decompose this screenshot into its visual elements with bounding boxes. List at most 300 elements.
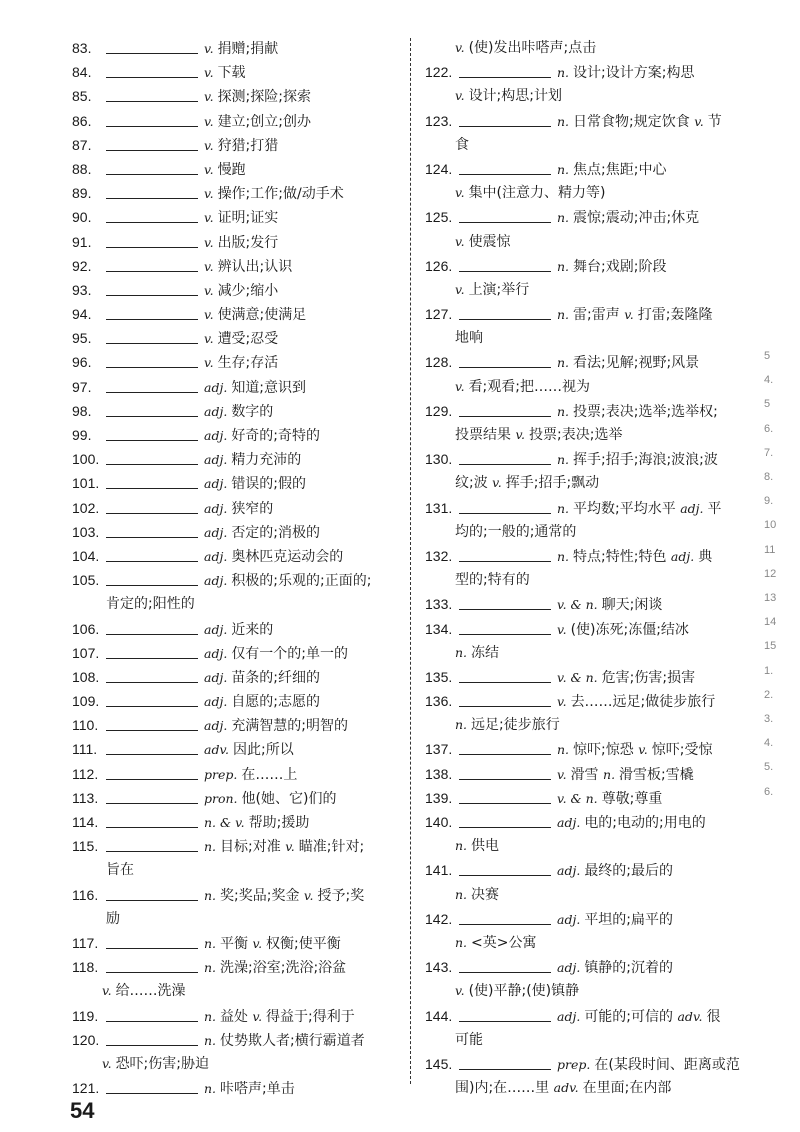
part-of-speech: v. bbox=[204, 355, 214, 371]
continuation-text: 上演;举行 bbox=[468, 281, 530, 298]
entry-meaning: 辨认出;认识 bbox=[217, 258, 293, 275]
entry-number: 119. bbox=[72, 1007, 99, 1024]
answer-blank[interactable] bbox=[106, 63, 198, 78]
answer-blank[interactable] bbox=[106, 620, 198, 635]
part-of-speech: v. bbox=[557, 621, 567, 637]
part-of-speech-secondary: adv. bbox=[677, 1008, 703, 1024]
part-of-speech: adj. bbox=[204, 403, 228, 419]
entry-meaning: 生存;存活 bbox=[217, 355, 279, 372]
part-of-speech: n. bbox=[557, 210, 570, 226]
entry-meaning: 探测;探险;探索 bbox=[217, 89, 311, 106]
answer-blank[interactable] bbox=[459, 813, 551, 828]
part-of-speech-secondary: v. bbox=[624, 307, 634, 323]
answer-blank[interactable] bbox=[459, 692, 551, 707]
part-of-speech: n. bbox=[204, 935, 217, 951]
part-of-speech-secondary: v. bbox=[694, 113, 704, 129]
edge-mark: 5 bbox=[764, 350, 771, 362]
entry-meaning: 挥手;招手;海浪;波浪;波 bbox=[573, 452, 718, 469]
entry-number: 131. bbox=[425, 499, 453, 516]
answer-blank[interactable] bbox=[459, 112, 551, 127]
entry-meaning: 自愿的;志愿的 bbox=[231, 694, 321, 711]
vocab-entry bbox=[425, 157, 745, 181]
vocab-entry bbox=[425, 109, 745, 133]
entry-continuation bbox=[425, 568, 745, 592]
entry-meaning: 危害;伤害;损害 bbox=[601, 669, 696, 686]
part-of-speech: adj. bbox=[204, 645, 228, 661]
part-of-speech: v. bbox=[102, 1055, 112, 1071]
vocab-entry bbox=[72, 689, 402, 713]
part-of-speech: adj. bbox=[557, 863, 581, 879]
entry-meaning: 益处 bbox=[220, 1008, 249, 1025]
entry-number: 97. bbox=[72, 378, 92, 395]
entry-meaning: 近来的 bbox=[231, 621, 274, 638]
answer-blank[interactable] bbox=[459, 620, 551, 635]
entry-meaning: 滑雪 bbox=[570, 766, 599, 783]
part-of-speech-secondary: v. bbox=[252, 935, 263, 951]
vocab-entry bbox=[425, 60, 745, 84]
edge-mark: 3. bbox=[764, 713, 774, 725]
answer-blank[interactable] bbox=[106, 523, 198, 538]
vocab-entry bbox=[425, 350, 745, 374]
entry-number: 145. bbox=[425, 1055, 453, 1072]
answer-blank[interactable] bbox=[106, 692, 198, 707]
part-of-speech: n. bbox=[557, 742, 570, 758]
entry-number: 120. bbox=[72, 1031, 100, 1048]
entry-meaning: 平均数;平均水平 bbox=[573, 500, 676, 517]
answer-blank[interactable] bbox=[106, 402, 198, 417]
vocab-entry bbox=[72, 350, 402, 374]
vocab-entry bbox=[72, 737, 402, 761]
vocab-entry bbox=[72, 520, 402, 544]
entry-number: 92. bbox=[72, 257, 92, 274]
entry-continuation bbox=[425, 471, 745, 495]
part-of-speech: v. & n. bbox=[557, 790, 598, 806]
vocab-entry bbox=[425, 907, 745, 931]
entry-number: 98. bbox=[72, 402, 92, 419]
answer-blank[interactable] bbox=[459, 740, 551, 755]
answer-blank[interactable] bbox=[106, 329, 198, 344]
entry-number: 140. bbox=[425, 814, 453, 830]
answer-blank[interactable] bbox=[106, 958, 198, 973]
part-of-speech: adj. bbox=[204, 548, 228, 564]
entry-meaning: 投票;表决;选举;选举权; bbox=[573, 403, 718, 420]
edge-mark: 10 bbox=[764, 519, 777, 532]
entry-number: 86. bbox=[72, 112, 92, 129]
continuation-text: 旨在 bbox=[106, 862, 134, 879]
entry-continuation bbox=[425, 230, 745, 254]
continuation-text-secondary: 在里面;在内部 bbox=[582, 1080, 672, 1097]
entry-number: 83. bbox=[72, 40, 92, 56]
part-of-speech: v. bbox=[204, 161, 214, 177]
entry-number: 129. bbox=[425, 402, 453, 419]
answer-blank[interactable] bbox=[106, 233, 198, 248]
answer-blank[interactable] bbox=[106, 886, 198, 901]
part-of-speech: adj. bbox=[204, 379, 228, 395]
part-of-speech-secondary: adj. bbox=[680, 500, 704, 516]
entry-number: 143. bbox=[425, 959, 453, 976]
vocab-entry bbox=[425, 762, 745, 786]
part-of-speech: v. bbox=[455, 281, 465, 297]
vocab-entry bbox=[72, 399, 402, 423]
answer-blank[interactable] bbox=[459, 499, 551, 514]
entry-meaning: 狩猎;打猎 bbox=[217, 137, 279, 154]
vocab-entry bbox=[72, 1076, 402, 1100]
entry-meaning-secondary: 瞄准;针对; bbox=[298, 839, 365, 856]
edge-mark: 4. bbox=[764, 374, 774, 387]
entry-number: 105. bbox=[72, 572, 100, 589]
part-of-speech: n. bbox=[557, 161, 570, 177]
part-of-speech: pron. bbox=[204, 790, 238, 806]
entry-number: 84. bbox=[72, 64, 92, 81]
entry-meaning: 最终的;最后的 bbox=[584, 863, 674, 880]
continuation-text: 看;观看;把……视为 bbox=[468, 378, 590, 395]
entry-meaning-secondary: 很 bbox=[706, 1008, 721, 1025]
entry-meaning: 去……远足;做徒步旅行 bbox=[570, 694, 716, 711]
part-of-speech: n. bbox=[455, 838, 468, 854]
entry-continuation bbox=[425, 713, 745, 737]
part-of-speech: adj. bbox=[204, 718, 228, 734]
edge-mark: 8. bbox=[764, 471, 774, 483]
entry-number: 93. bbox=[72, 281, 92, 298]
part-of-speech: n. bbox=[557, 355, 570, 371]
part-of-speech: n. bbox=[557, 403, 570, 419]
edge-mark: 2. bbox=[764, 688, 774, 701]
entry-meaning-secondary: 惊吓;受惊 bbox=[651, 742, 713, 759]
entry-meaning: 数字的 bbox=[231, 403, 274, 420]
entry-meaning: 积极的;乐观的;正面的; bbox=[231, 573, 372, 590]
edge-mark: 6. bbox=[764, 785, 774, 798]
entry-number: 136. bbox=[425, 693, 453, 710]
entry-number: 89. bbox=[72, 185, 92, 202]
answer-blank[interactable] bbox=[106, 160, 198, 175]
entry-meaning: 在(某段时间、距离或范 bbox=[594, 1056, 740, 1073]
part-of-speech: n. bbox=[557, 500, 570, 516]
entry-number: 103. bbox=[72, 523, 100, 540]
answer-blank[interactable] bbox=[459, 208, 551, 223]
entry-meaning: 设计;设计方案;构思 bbox=[573, 65, 695, 82]
entry-number: 111. bbox=[72, 741, 98, 758]
answer-blank[interactable] bbox=[106, 87, 198, 102]
entry-number: 101. bbox=[72, 475, 100, 492]
page-number: 54 bbox=[70, 1098, 95, 1123]
entry-number: 102. bbox=[72, 499, 100, 516]
continuation-text: 均的;一般的;通常的 bbox=[455, 523, 577, 540]
continuation-text: 地响 bbox=[455, 330, 483, 347]
vocab-entry bbox=[72, 60, 402, 84]
entry-meaning: 使满意;使满足 bbox=[217, 307, 307, 324]
entry-continuation bbox=[72, 592, 402, 616]
vocab-entry bbox=[72, 883, 402, 907]
continuation-text: 纹;波 bbox=[455, 475, 488, 492]
answer-blank[interactable] bbox=[106, 39, 198, 54]
part-of-speech: v. & n. bbox=[557, 597, 598, 613]
answer-blank[interactable] bbox=[459, 861, 551, 876]
entry-continuation bbox=[425, 520, 745, 544]
part-of-speech: adj. bbox=[557, 1008, 581, 1024]
entry-number: 99. bbox=[72, 427, 92, 443]
answer-blank[interactable] bbox=[106, 426, 198, 441]
answer-blank[interactable] bbox=[106, 353, 198, 368]
part-of-speech: prep. bbox=[557, 1056, 591, 1072]
part-of-speech-secondary: v. bbox=[303, 887, 314, 903]
part-of-speech: adj. bbox=[204, 669, 228, 685]
entry-number: 137. bbox=[425, 741, 453, 758]
entry-number: 100. bbox=[72, 451, 100, 468]
answer-blank[interactable] bbox=[106, 112, 198, 127]
part-of-speech: v. bbox=[204, 234, 214, 250]
part-of-speech: n. bbox=[204, 1008, 217, 1024]
answer-blank[interactable] bbox=[106, 765, 198, 780]
answer-blank[interactable] bbox=[106, 257, 198, 272]
answer-blank[interactable] bbox=[459, 160, 551, 175]
answer-blank[interactable] bbox=[106, 1031, 198, 1046]
entry-continuation bbox=[425, 278, 745, 302]
entry-meaning: 他(她、它)们的 bbox=[241, 790, 337, 807]
vocab-entry bbox=[425, 665, 745, 689]
answer-blank[interactable] bbox=[106, 571, 198, 586]
vocab-entry bbox=[72, 544, 402, 568]
part-of-speech: adj. bbox=[204, 524, 228, 540]
continuation-text: 围)内;在……里 bbox=[455, 1080, 550, 1097]
entry-meaning: 慢跑 bbox=[217, 161, 246, 178]
entry-meaning: 焦点;焦距;中心 bbox=[573, 161, 667, 178]
part-of-speech: n. bbox=[557, 258, 570, 274]
part-of-speech-secondary: v. bbox=[638, 742, 648, 758]
part-of-speech: adv. bbox=[204, 742, 230, 758]
entry-meaning: 看法;见解;视野;风景 bbox=[573, 355, 700, 372]
part-of-speech: n. & v. bbox=[204, 815, 245, 830]
continuation-text: (使)发出咔嗒声;点击 bbox=[468, 40, 597, 56]
part-of-speech: v. bbox=[204, 307, 214, 323]
vocab-entry bbox=[72, 641, 402, 665]
entry-meaning: 仗势欺人者;横行霸道者 bbox=[220, 1032, 365, 1049]
part-of-speech: v. bbox=[455, 40, 465, 55]
entry-meaning: 日常食物;规定饮食 bbox=[573, 113, 690, 130]
entry-meaning: 可能的;可信的 bbox=[584, 1008, 674, 1025]
answer-blank[interactable] bbox=[106, 1079, 198, 1094]
answer-blank[interactable] bbox=[106, 813, 198, 828]
continuation-text: 集中(注意力、精力等) bbox=[468, 185, 606, 202]
vocab-entry bbox=[425, 1052, 745, 1076]
part-of-speech: n. bbox=[557, 65, 570, 81]
entry-meaning: 帮助;援助 bbox=[248, 815, 310, 831]
part-of-speech-secondary: v. bbox=[252, 1008, 263, 1024]
part-of-speech: n. bbox=[557, 113, 570, 129]
continuation-text: <英>公寓 bbox=[471, 934, 537, 951]
edge-mark: 7. bbox=[764, 446, 774, 459]
part-of-speech-secondary: n. bbox=[603, 766, 616, 782]
edge-mark: 1. bbox=[764, 664, 774, 677]
answer-blank[interactable] bbox=[106, 208, 198, 223]
entry-number: 90. bbox=[72, 209, 92, 226]
entry-continuation bbox=[425, 1076, 745, 1100]
part-of-speech: adj. bbox=[204, 428, 228, 443]
vocab-entry bbox=[72, 157, 402, 181]
part-of-speech: n. bbox=[455, 717, 468, 733]
vocab-entry bbox=[72, 568, 402, 592]
part-of-speech: v. bbox=[204, 186, 214, 202]
entry-meaning-secondary: 平 bbox=[707, 500, 722, 517]
answer-blank[interactable] bbox=[459, 305, 551, 320]
entry-meaning: 特点;特性;特色 bbox=[573, 548, 667, 565]
answer-blank[interactable] bbox=[106, 136, 198, 151]
entry-number: 126. bbox=[425, 257, 453, 274]
answer-blank[interactable] bbox=[459, 765, 551, 780]
answer-blank[interactable] bbox=[106, 668, 198, 683]
answer-blank[interactable] bbox=[459, 595, 551, 610]
entry-meaning: (使)冻死;冻僵;结冰 bbox=[570, 621, 689, 638]
answer-blank[interactable] bbox=[106, 837, 198, 852]
answer-blank[interactable] bbox=[459, 353, 551, 368]
entry-number: 94. bbox=[72, 306, 92, 323]
answer-blank[interactable] bbox=[106, 934, 198, 949]
entry-meaning-secondary: 滑雪板;雪橇 bbox=[619, 766, 694, 783]
entry-number: 106. bbox=[72, 620, 100, 637]
answer-blank[interactable] bbox=[106, 474, 198, 489]
part-of-speech-secondary: v. bbox=[492, 475, 502, 491]
part-of-speech: v. bbox=[204, 65, 214, 81]
part-of-speech: n. bbox=[204, 1081, 217, 1097]
edge-mark: 11 bbox=[764, 543, 776, 556]
answer-blank[interactable] bbox=[459, 1055, 551, 1070]
answer-blank[interactable] bbox=[106, 305, 198, 320]
vocab-entry bbox=[72, 36, 402, 60]
answer-blank[interactable] bbox=[459, 257, 551, 272]
answer-blank[interactable] bbox=[459, 402, 551, 417]
part-of-speech: n. bbox=[557, 548, 570, 564]
edge-mark: 14 bbox=[764, 616, 777, 629]
continuation-text: 决赛 bbox=[471, 886, 500, 903]
entry-number: 107. bbox=[72, 644, 100, 661]
answer-blank[interactable] bbox=[106, 716, 198, 731]
answer-blank[interactable] bbox=[459, 668, 551, 683]
entry-meaning: 奥林匹克运动会的 bbox=[231, 548, 344, 565]
entry-number: 96. bbox=[72, 354, 92, 371]
vocab-entry bbox=[425, 689, 745, 713]
entry-number: 132. bbox=[425, 547, 453, 564]
entry-meaning: 奖;奖品;奖金 bbox=[220, 887, 300, 904]
part-of-speech: n. bbox=[204, 960, 217, 976]
entry-number: 113. bbox=[72, 789, 99, 806]
entry-continuation bbox=[425, 84, 745, 108]
answer-blank[interactable] bbox=[459, 789, 551, 804]
entry-meaning: 减少;缩小 bbox=[217, 282, 279, 299]
part-of-speech: n. bbox=[204, 1032, 217, 1048]
answer-blank[interactable] bbox=[106, 740, 198, 755]
continuation-text: 食 bbox=[455, 136, 469, 153]
vocab-entry bbox=[425, 810, 745, 834]
vocab-entry bbox=[425, 302, 745, 326]
answer-blank[interactable] bbox=[106, 450, 198, 465]
entry-meaning: 舞台;戏剧;阶段 bbox=[573, 258, 667, 275]
answer-blank[interactable] bbox=[459, 958, 551, 973]
part-of-speech: n. bbox=[455, 644, 468, 660]
entry-continuation bbox=[425, 181, 745, 205]
continuation-text: 远足;徒步旅行 bbox=[471, 717, 560, 734]
vocab-entry bbox=[72, 834, 402, 858]
entry-number: 95. bbox=[72, 330, 92, 347]
entry-continuation bbox=[72, 858, 402, 882]
entry-meaning: 下载 bbox=[217, 65, 246, 82]
entry-number: 115. bbox=[72, 838, 99, 855]
continuation-text: 供电 bbox=[471, 838, 500, 855]
part-of-speech: adj. bbox=[204, 573, 228, 589]
entry-number: 124. bbox=[425, 160, 453, 177]
entry-number: 128. bbox=[425, 354, 453, 371]
entry-meaning: 遭受;忍受 bbox=[217, 331, 279, 348]
entry-continuation bbox=[425, 883, 745, 907]
vocab-entry bbox=[72, 713, 402, 737]
answer-blank[interactable] bbox=[459, 910, 551, 925]
vocab-entry bbox=[72, 181, 402, 205]
vocab-entry bbox=[425, 737, 745, 761]
vocab-entry bbox=[72, 1004, 402, 1028]
part-of-speech: v. bbox=[455, 88, 465, 104]
answer-blank[interactable] bbox=[106, 281, 198, 296]
entry-number: 109. bbox=[72, 693, 100, 710]
vocab-entry bbox=[72, 1028, 402, 1052]
entry-meaning: 电的;电动的;用电的 bbox=[584, 815, 706, 831]
entry-meaning: 证明;证实 bbox=[217, 210, 279, 227]
part-of-speech: adj. bbox=[557, 911, 581, 927]
answer-blank[interactable] bbox=[459, 450, 551, 465]
edge-mark: 13 bbox=[764, 592, 777, 604]
part-of-speech: v. bbox=[204, 137, 214, 153]
vocab-entry bbox=[425, 955, 745, 979]
entry-meaning: 狭窄的 bbox=[231, 500, 274, 517]
answer-blank[interactable] bbox=[106, 547, 198, 562]
entry-meaning: 尊敬;尊重 bbox=[601, 790, 663, 807]
entry-number: 116. bbox=[72, 886, 99, 903]
answer-blank[interactable] bbox=[459, 547, 551, 562]
entry-continuation bbox=[72, 979, 402, 1003]
continuation-text: 设计;构思;计划 bbox=[468, 88, 562, 105]
answer-blank[interactable] bbox=[106, 499, 198, 514]
vocab-entry bbox=[72, 302, 402, 326]
entry-meaning: 惊吓;惊恐 bbox=[573, 742, 634, 759]
entry-meaning: 好奇的;奇特的 bbox=[231, 428, 321, 444]
answer-blank[interactable] bbox=[106, 184, 198, 199]
part-of-speech: n. bbox=[204, 839, 217, 855]
vocab-entry bbox=[425, 1004, 745, 1028]
vocab-entry bbox=[72, 254, 402, 278]
vocab-entry bbox=[72, 109, 402, 133]
vocab-entry bbox=[72, 447, 402, 471]
continuation-text: 励 bbox=[106, 910, 120, 927]
part-of-speech: v. bbox=[204, 282, 214, 298]
continuation-text: 冻结 bbox=[471, 644, 500, 661]
entry-number: 134. bbox=[425, 620, 453, 637]
answer-blank[interactable] bbox=[459, 1007, 551, 1022]
part-of-speech: adj. bbox=[204, 452, 228, 468]
entry-meaning: 镇静的;沉着的 bbox=[584, 960, 674, 977]
vocab-entry bbox=[72, 665, 402, 689]
entry-meaning-secondary: 得益于;得利于 bbox=[266, 1008, 355, 1025]
answer-blank[interactable] bbox=[459, 63, 551, 78]
entry-continuation bbox=[425, 423, 745, 447]
answer-blank[interactable] bbox=[106, 1007, 198, 1022]
entry-meaning: 雷;雷声 bbox=[573, 307, 620, 324]
entry-number: 88. bbox=[72, 160, 92, 177]
entry-continuation bbox=[425, 326, 745, 350]
answer-blank[interactable] bbox=[106, 378, 198, 393]
entry-continuation bbox=[425, 931, 745, 955]
vocab-entry bbox=[425, 786, 745, 810]
vocab-entry bbox=[72, 617, 402, 641]
answer-blank[interactable] bbox=[106, 789, 198, 804]
entry-number: 114. bbox=[72, 814, 99, 830]
answer-blank[interactable] bbox=[106, 644, 198, 659]
